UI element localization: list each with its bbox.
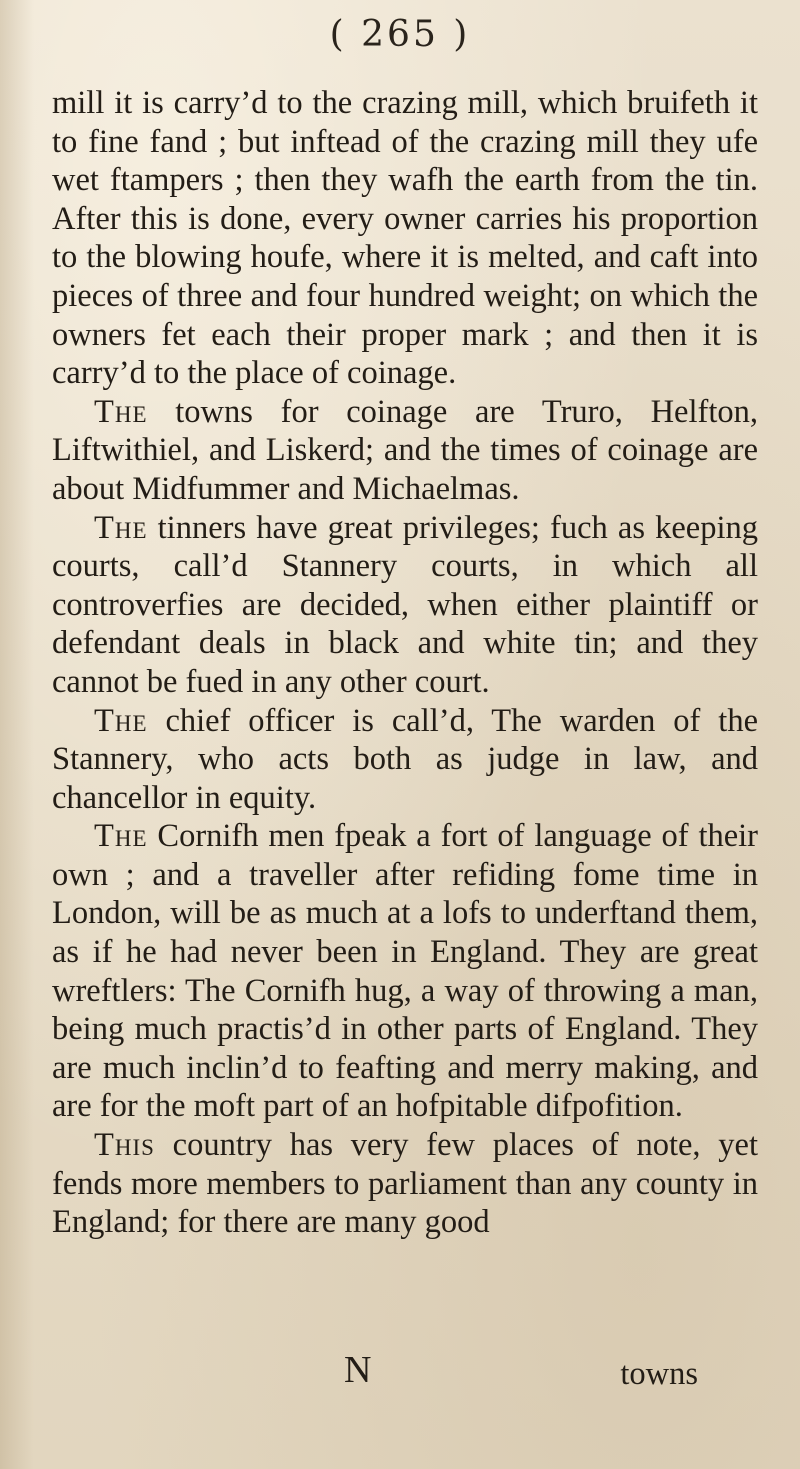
paragraph-4-text: chief officer is call’d, The warden of the Stannery, who acts both as judge in law, and chancellor in equity.: [52, 702, 758, 816]
paragraph-1: [52, 84, 758, 393]
paragraph-5-lead: The: [94, 818, 148, 855]
body-text: [52, 84, 758, 1242]
paragraph-6-lead: This: [94, 1127, 155, 1164]
paragraph-4-lead: The: [94, 702, 148, 739]
paragraph-5: [52, 817, 758, 1126]
paragraph-6-text: country has very few places of note, yet fends more members to parliament than any county in England; for there are many good: [52, 1127, 758, 1241]
paragraph-6: [52, 1126, 758, 1242]
paragraph-5-text: Cornifh men fpeak a fort of language of their own ; and a traveller after refiding fome time in London, will be as much at a lofs to underftand them, as if he had never been in England. They are great wreftlers: The Cornifh hug, a way of throwing a man, being much practis’d in other parts of England. They are much inclin’d to feafting and merry making, and are for the moft part of an hofpitable difpofition.: [52, 818, 759, 1125]
page-edge-shadow: [0, 0, 34, 1469]
page-footer: [52, 1349, 758, 1416]
paragraph-3-text: tinners have great privileges; fuch as keeping courts, call’d Stannery courts, in which all controverfies are decided, when either plaintiff or defendant deals in black and white tin; and they cannot be fued in any other court.: [52, 509, 758, 700]
paragraph-1-text: mill it is carry’d to the crazing mill, which bruifeth it to fine fand ; but inftead of the crazing mill they ufe wet ftampers ; then they wafh the earth from the tin. After this is done, every owner carries his proportion to the blowing houfe, where it is melted, and caft into pieces of three and four hundred weight; on which the owners fet each their proper mark ; and then it is carry’d to the place of coinage.: [52, 85, 758, 392]
paragraph-2-text: towns for coinage are Truro, Helfton, Liftwithiel, and Liskerd; and the times of coinage are about Midfummer and Michaelmas.: [52, 393, 758, 507]
paragraph-3: [52, 509, 758, 702]
catchword: towns: [620, 1356, 698, 1392]
paragraph-4: [52, 702, 758, 818]
paragraph-2-lead: The: [94, 393, 148, 430]
paragraph-2: [52, 393, 758, 509]
page-number: ( 265 ): [329, 14, 471, 55]
signature-mark: N: [344, 1349, 372, 1391]
paragraph-3-lead: The: [94, 509, 148, 546]
